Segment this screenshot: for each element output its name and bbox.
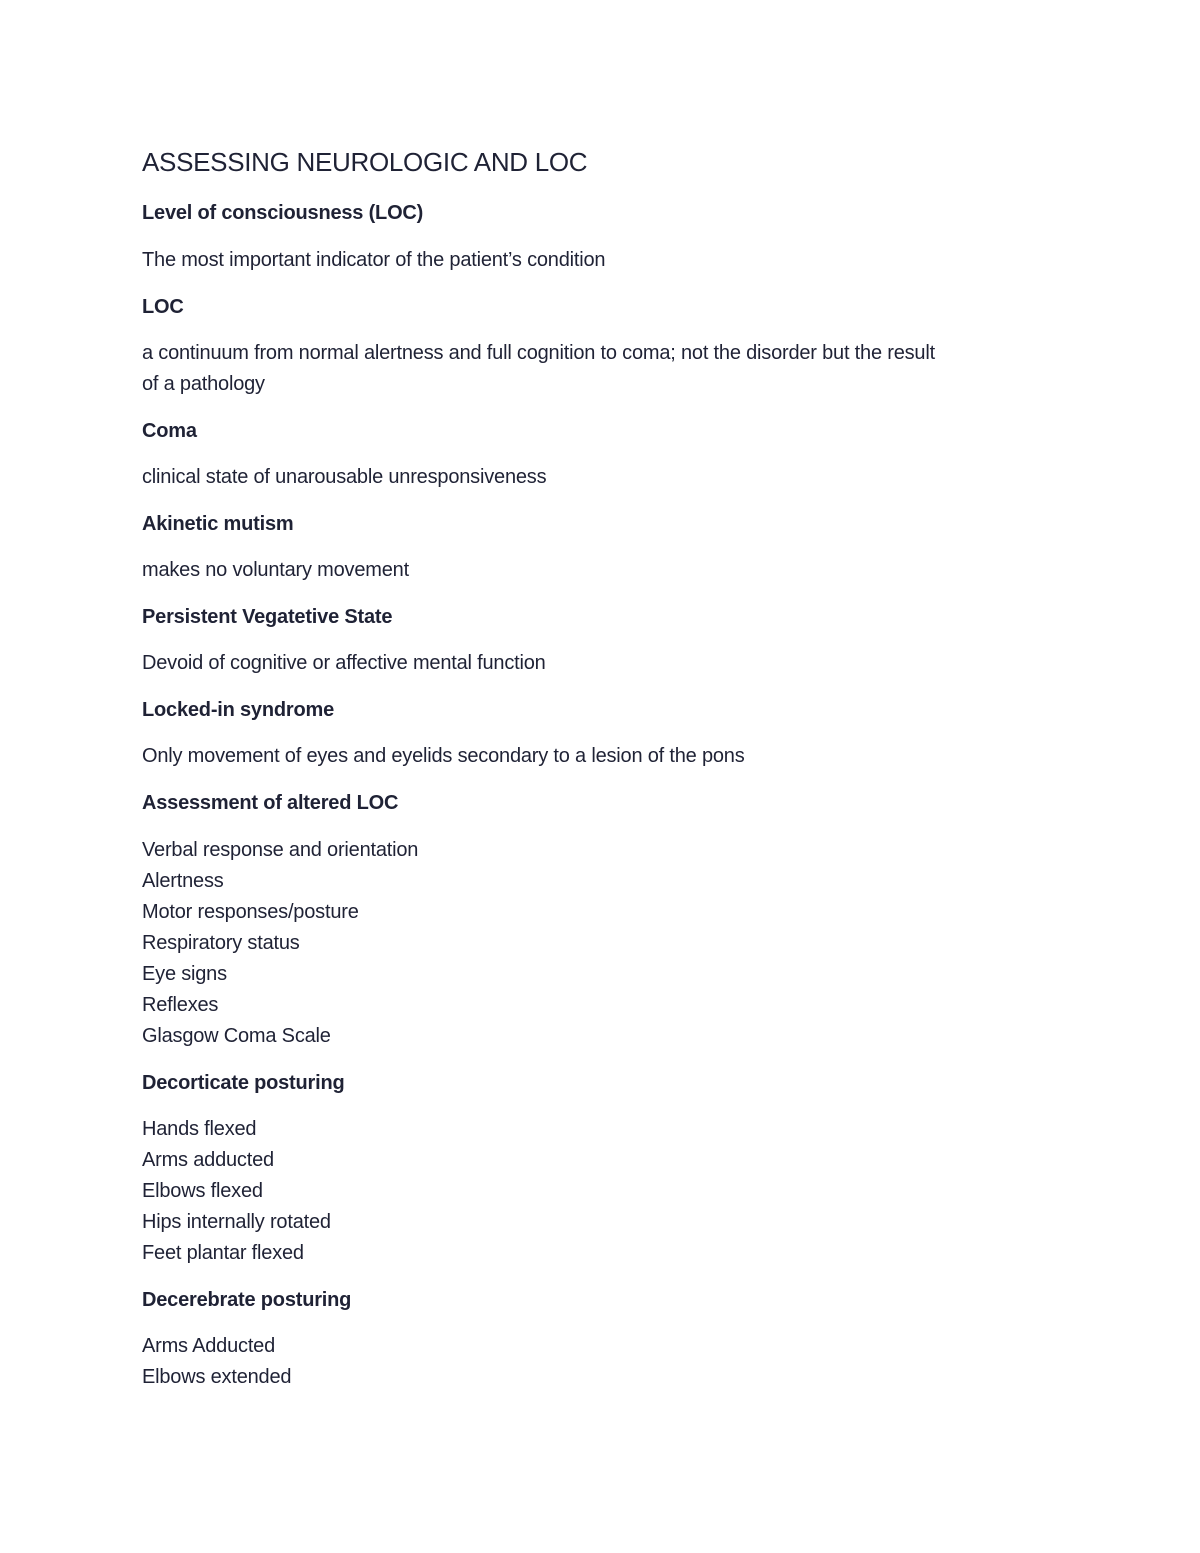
definition-text: clinical state of unarousable unresponsiveness (142, 466, 547, 488)
list-item: Reflexes (142, 994, 219, 1016)
list-item: Respiratory status (142, 932, 300, 954)
list-item: Alertness (142, 870, 224, 892)
list-item: Glasgow Coma Scale (142, 1025, 331, 1047)
list-item: Arms adducted (142, 1149, 274, 1171)
definition-text: of a pathology (142, 373, 265, 395)
definition-text: Only movement of eyes and eyelids secondary to a lesion of the pons (142, 745, 745, 767)
list-item: Motor responses/posture (142, 901, 359, 923)
term-heading: Assessment of altered LOC (142, 792, 399, 814)
term-heading: Akinetic mutism (142, 513, 294, 535)
list-item: Hips internally rotated (142, 1211, 331, 1233)
definition-text: Devoid of cognitive or affective mental function (142, 652, 546, 674)
list-item: Arms Adducted (142, 1335, 276, 1357)
term-heading: LOC (142, 296, 184, 318)
definition-text: a continuum from normal alertness and full cognition to coma; not the disorder but the result (142, 342, 935, 364)
list-item: Elbows flexed (142, 1180, 263, 1202)
definition-text: makes no voluntary movement (142, 559, 409, 581)
term-heading: Locked-in syndrome (142, 699, 334, 721)
list-item: Elbows extended (142, 1366, 292, 1388)
list-item: Eye signs (142, 963, 227, 985)
term-heading: Level of consciousness (LOC) (142, 202, 424, 224)
list-item: Feet plantar flexed (142, 1242, 304, 1264)
term-heading: Coma (142, 420, 197, 442)
term-heading: Decorticate posturing (142, 1072, 345, 1094)
list-item: Hands flexed (142, 1118, 257, 1140)
definition-text: The most important indicator of the patient’s condition (142, 249, 606, 271)
term-heading: Persistent Vegatetive State (142, 606, 393, 628)
term-heading: Decerebrate posturing (142, 1289, 352, 1311)
list-item: Verbal response and orientation (142, 839, 419, 861)
document-title: ASSESSING NEUROLOGIC AND LOC (142, 147, 588, 177)
